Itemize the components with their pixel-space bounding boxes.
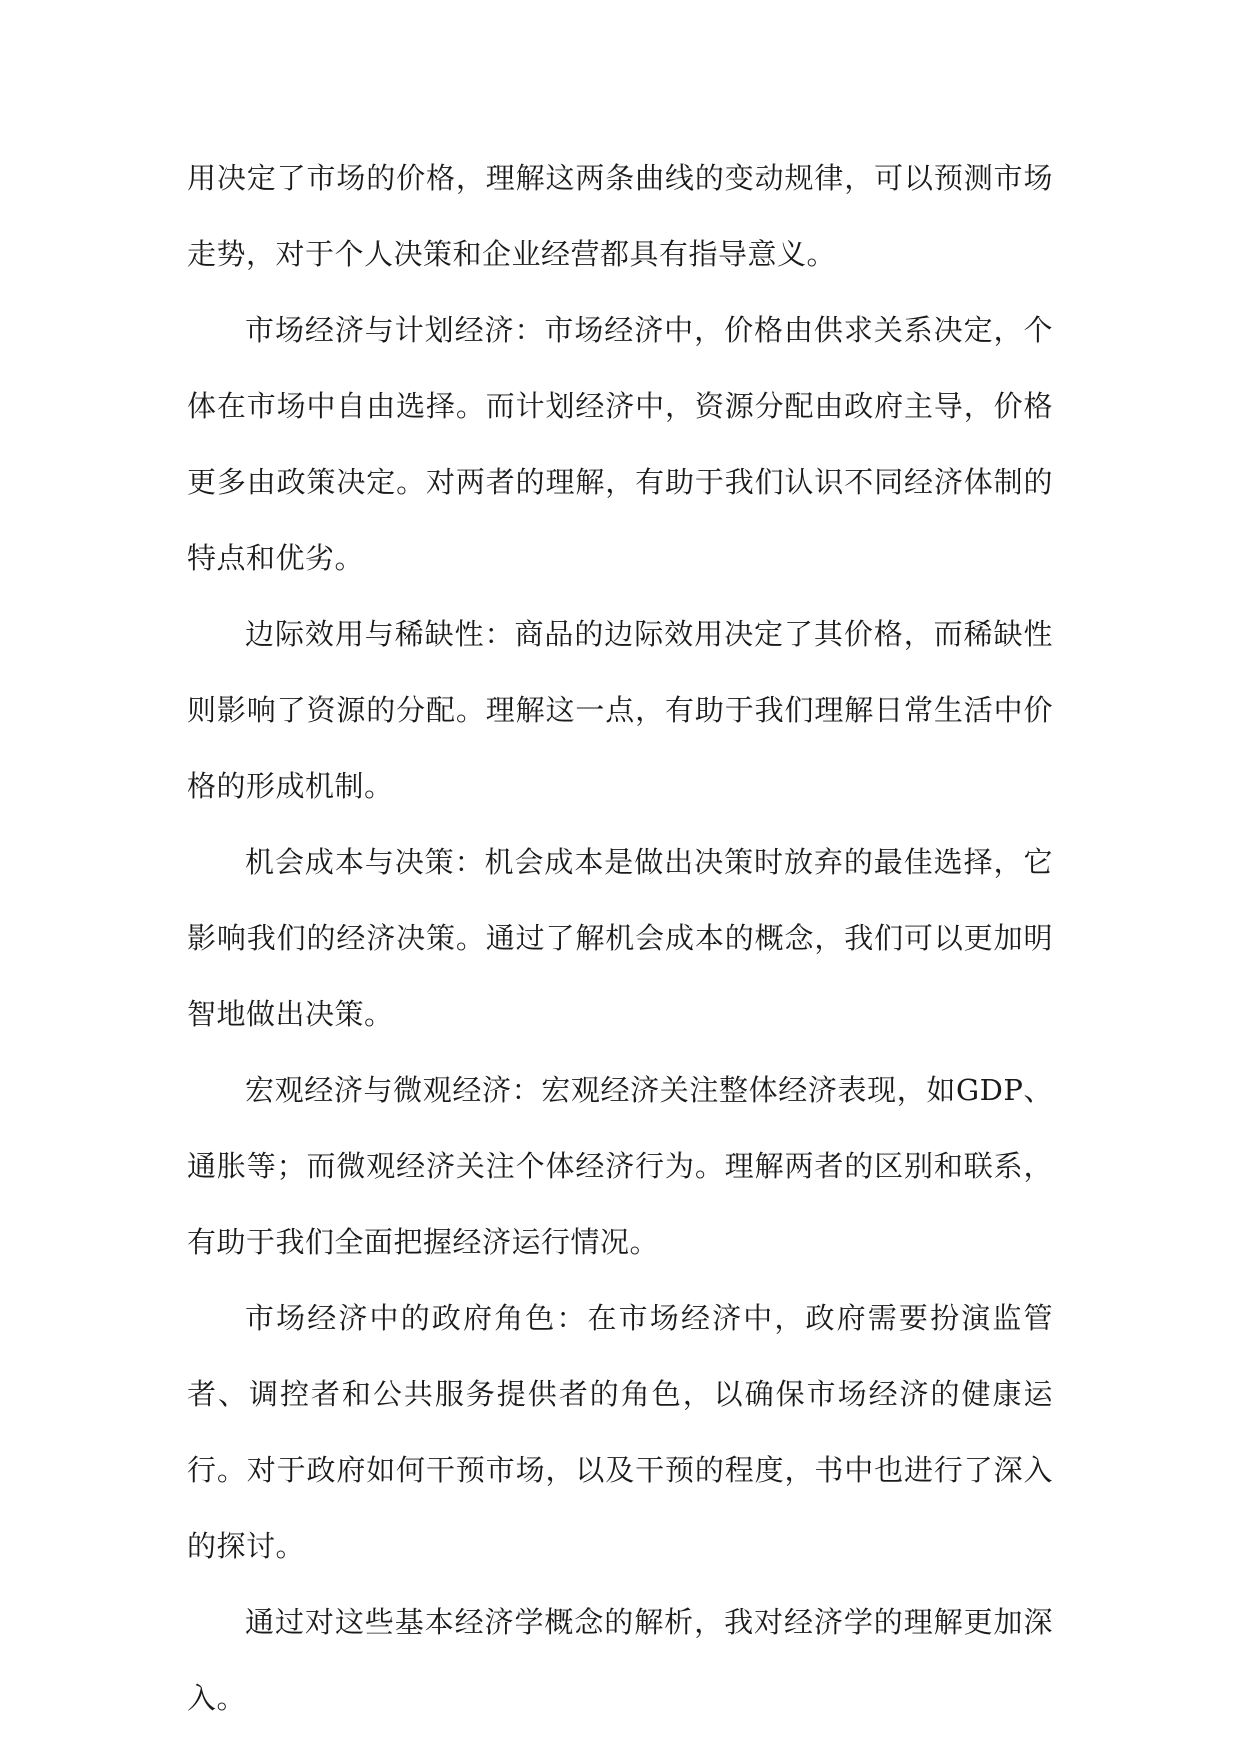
paragraph-government-role: 市场经济中的政府角色：在市场经济中，政府需要扮演监管者、调控者和公共服务提供者的角色，以确保市场经济的健康运行。对于政府如何干预市场，以及干预的程度，书中也进行了深入的探讨。 — [187, 1301, 1053, 1563]
paragraph-market-vs-planned-economy: 市场经济与计划经济：市场经济中，价格由供求关系决定，个体在市场中自由选择。而计划经济中，资源分配由政府主导，价格更多由政策决定。对两者的理解，有助于我们认识不同经济体制的特点和优劣。 — [187, 313, 1053, 575]
paragraph-opportunity-cost: 机会成本与决策：机会成本是做出决策时放弃的最佳选择，它影响我们的经济决策。通过了解机会成本的概念，我们可以更加明智地做出决策。 — [187, 845, 1053, 1031]
paragraph-continued: 用决定了市场的价格，理解这两条曲线的变动规律，可以预测市场走势，对于个人决策和企业经营都具有指导意义。 — [187, 161, 1053, 271]
body-text — [187, 140, 1053, 1736]
paragraph-marginal-utility-scarcity: 边际效用与稀缺性：商品的边际效用决定了其价格，而稀缺性则影响了资源的分配。理解这一点，有助于我们理解日常生活中价格的形成机制。 — [187, 617, 1053, 803]
paragraph-macro-vs-micro: 宏观经济与微观经济：宏观经济关注整体经济表现，如GDP、通胀等；而微观经济关注个体经济行为。理解两者的区别和联系，有助于我们全面把握经济运行情况。 — [187, 1073, 1053, 1259]
paragraph-conclusion: 通过对这些基本经济学概念的解析，我对经济学的理解更加深入。 — [187, 1605, 1053, 1715]
